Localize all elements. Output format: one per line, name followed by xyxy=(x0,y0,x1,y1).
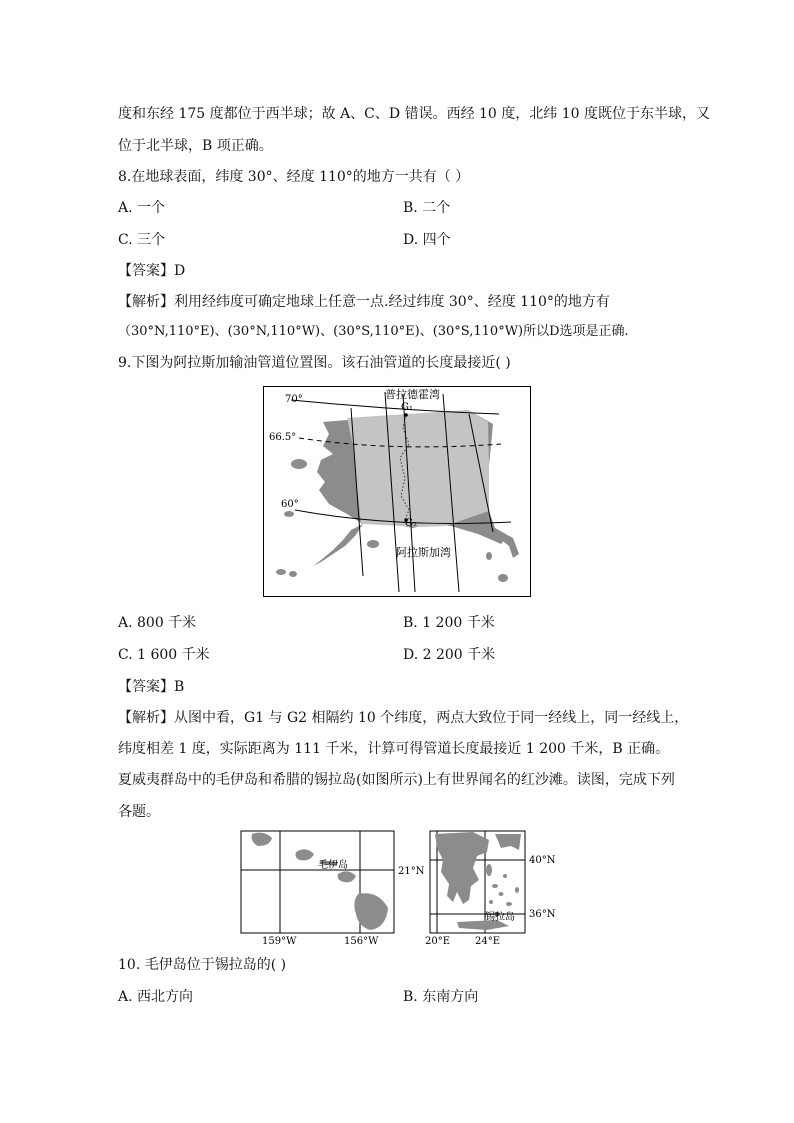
q8-option-d[interactable]: D. 四个 xyxy=(403,232,451,248)
lat-40n-label: 40°N xyxy=(529,855,556,866)
q8-answer: 【答案】D xyxy=(118,263,186,279)
q8-option-b[interactable]: B. 二个 xyxy=(403,200,451,216)
q10-option-b[interactable]: B. 东南方向 xyxy=(403,989,479,1005)
lat-36n-label: 36°N xyxy=(529,909,556,920)
pipeline-zone xyxy=(347,410,489,527)
q9-analysis-line-1: 【解析】从图中看，G1 与 G2 相隔约 10 个纬度，两点大致位于同一经线上，同一经线上， xyxy=(118,710,689,726)
g2-label: G₂ xyxy=(405,518,417,529)
q9-analysis-line-2: 纬度相差 1 度，实际距离为 111 千米，计算可得管道长度最接近 1 200 千米，B 正确。 xyxy=(118,741,670,757)
q10-option-a[interactable]: A. 西北方向 xyxy=(118,989,194,1005)
q9-stem: 9.下图为阿拉斯加输油管道位置图。该石油管道的长度最接近( ) xyxy=(118,355,511,371)
lon-20e-label: 20°E xyxy=(425,936,451,947)
lon-24e-label: 24°E xyxy=(475,936,501,947)
intro-line-1: 度和东经 175 度都位于西半球；故 A、C、D 错误。西经 10 度，北纬 10 度既位于东半球，又 xyxy=(118,106,710,122)
lon-156w-label: 156°W xyxy=(344,936,379,947)
maui-map xyxy=(240,830,430,948)
lat-60-label: 60° xyxy=(281,499,299,510)
thera-map xyxy=(425,830,557,948)
q8-option-a[interactable]: A. 一个 xyxy=(118,200,166,216)
lat-21n-label: 21°N xyxy=(398,866,425,877)
q8-analysis-line-1: 【解析】利用经纬度可确定地球上任意一点.经过纬度 30°、经度 110°的地方有 xyxy=(118,294,610,310)
lon-159w-label: 159°W xyxy=(262,936,297,947)
prudhoe-bay-label: 普拉德霍湾 xyxy=(385,388,440,401)
q9-option-b[interactable]: B. 1 200 千米 xyxy=(403,615,495,631)
q9-option-c[interactable]: C. 1 600 千米 xyxy=(118,647,210,663)
q10-stem: 10. 毛伊岛位于锡拉岛的( ) xyxy=(118,957,287,973)
passage-line-2: 各题。 xyxy=(118,804,160,820)
passage-line-1: 夏威夷群岛中的毛伊岛和希腊的锡拉岛(如图所示)上有世界闻名的红沙滩。读图，完成下列 xyxy=(118,772,675,788)
maui-label: 毛伊岛 xyxy=(318,860,348,871)
intro-line-2: 位于北半球，B 项正确。 xyxy=(118,138,273,154)
alaska-pipeline-map xyxy=(263,386,531,598)
q9-answer: 【答案】B xyxy=(118,679,185,695)
q8-option-c[interactable]: C. 三个 xyxy=(118,232,166,248)
gulf-of-alaska-label: 阿拉斯加湾 xyxy=(396,546,451,559)
thera-label: 锡拉岛 xyxy=(485,912,515,923)
q9-option-a[interactable]: A. 800 千米 xyxy=(118,615,197,631)
q8-analysis-line-2: （30°N,110°E)、(30°N,110°W)、(30°S,110°E)、(30°S,110°W)所以D选项是正确. xyxy=(118,324,629,339)
g1-label: G₁ xyxy=(401,402,413,413)
lat-70-label: 70° xyxy=(285,394,303,405)
lat-665-label: 66.5° xyxy=(269,432,297,443)
q8-stem: 8.在地球表面，纬度 30°、经度 110°的地方一共有（ ） xyxy=(118,169,470,185)
q9-option-d[interactable]: D. 2 200 千米 xyxy=(403,647,496,663)
